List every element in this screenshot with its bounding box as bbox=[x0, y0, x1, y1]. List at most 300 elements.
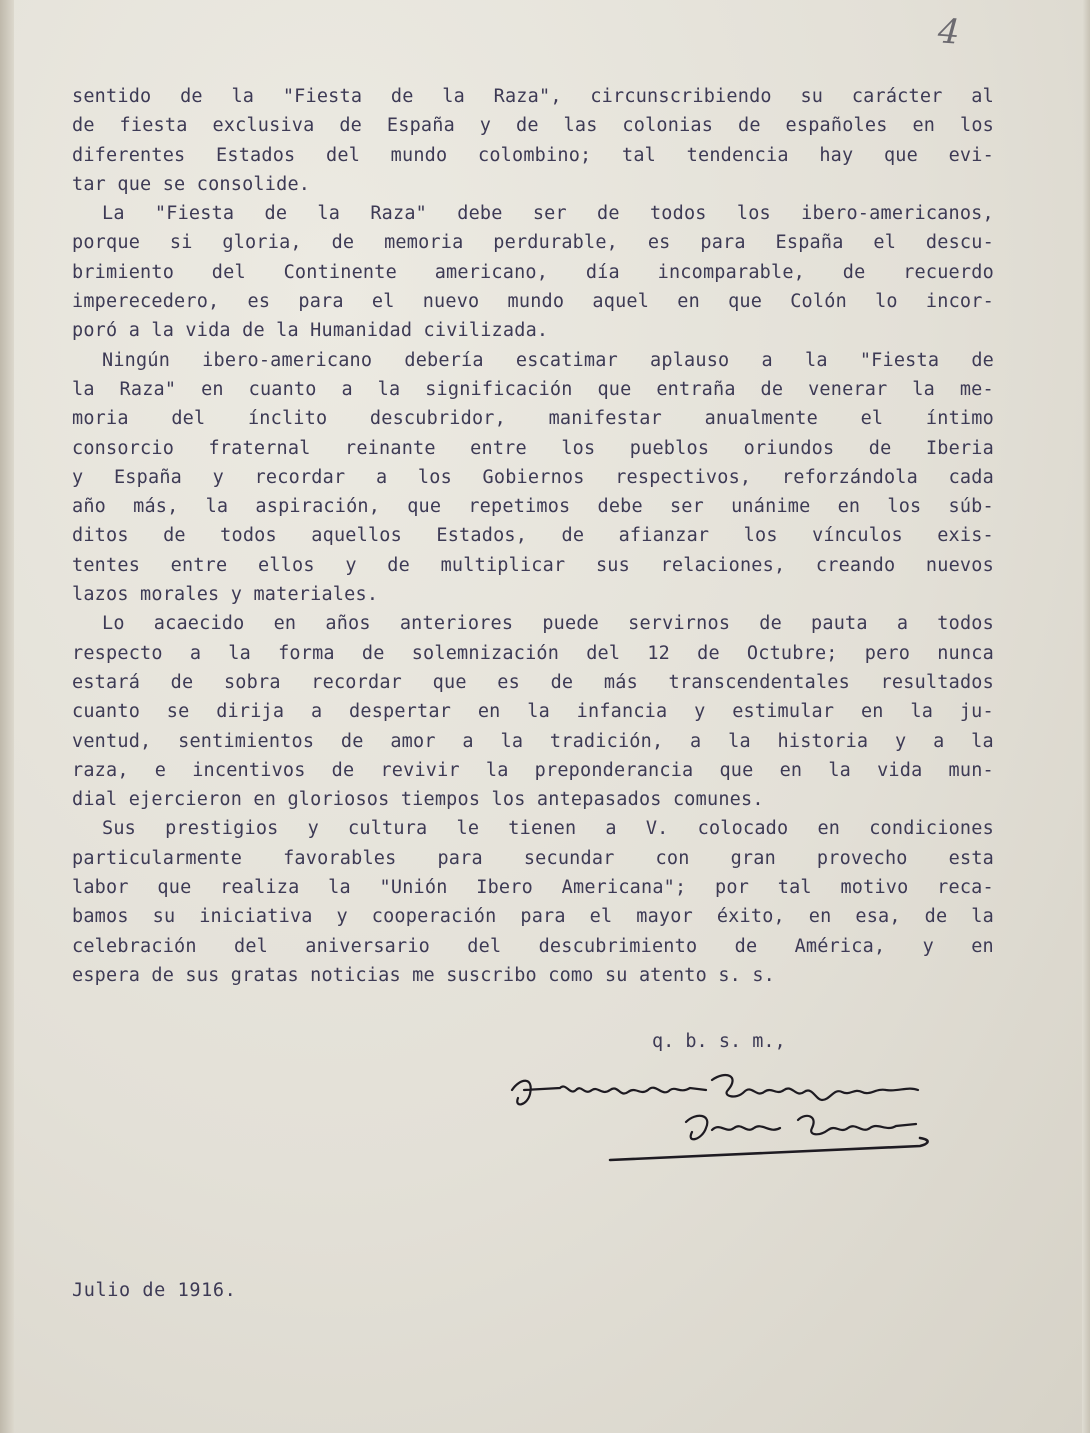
word: "Unión bbox=[379, 877, 448, 899]
word: de bbox=[264, 203, 288, 225]
word: estimular bbox=[732, 701, 835, 723]
word: fraternal bbox=[208, 437, 311, 459]
word: reca- bbox=[937, 877, 994, 899]
word: a bbox=[761, 349, 773, 371]
word: si bbox=[169, 232, 193, 254]
word: en bbox=[971, 935, 994, 957]
text-line bbox=[72, 141, 994, 170]
word: aspiración, bbox=[255, 496, 381, 518]
word: la bbox=[728, 730, 751, 752]
word: significación bbox=[425, 378, 573, 400]
word: de bbox=[180, 86, 203, 107]
word: a bbox=[341, 378, 353, 400]
word: a bbox=[605, 818, 617, 840]
word: materiales. bbox=[253, 584, 379, 606]
text-line bbox=[72, 961, 994, 990]
word: Lo bbox=[102, 613, 125, 635]
word: pauta bbox=[811, 613, 868, 635]
word: tradición, bbox=[549, 730, 664, 752]
word: tal bbox=[622, 144, 657, 166]
word: del bbox=[211, 261, 246, 283]
word: todos bbox=[937, 613, 994, 635]
word: gran bbox=[730, 847, 776, 869]
word: cooperación bbox=[371, 906, 497, 928]
word: su bbox=[800, 86, 824, 107]
word: lazos bbox=[72, 584, 141, 606]
word: preponderancia bbox=[534, 759, 694, 781]
word: todos bbox=[649, 203, 707, 225]
word: "Fiesta bbox=[282, 86, 363, 107]
word: ejercieron bbox=[128, 789, 254, 811]
word: la bbox=[72, 378, 95, 400]
word: descubrimiento bbox=[538, 935, 698, 957]
word: amor bbox=[390, 730, 436, 752]
word: del bbox=[467, 935, 502, 957]
word: recordar bbox=[311, 671, 403, 693]
word: de bbox=[515, 115, 539, 137]
text-line bbox=[72, 697, 994, 726]
word: comunes. bbox=[672, 789, 764, 811]
word: nuevo bbox=[422, 291, 480, 313]
text-line bbox=[72, 609, 994, 638]
word: para bbox=[520, 906, 566, 928]
word: a bbox=[896, 613, 909, 635]
word: recordar bbox=[254, 466, 346, 488]
word: gratas bbox=[230, 964, 311, 986]
word: de bbox=[151, 964, 186, 986]
word: de bbox=[339, 115, 363, 137]
word: de bbox=[924, 906, 948, 928]
word: que bbox=[883, 144, 918, 166]
word: en bbox=[779, 759, 803, 781]
word: el bbox=[860, 408, 884, 430]
word: despertar bbox=[349, 701, 452, 723]
word: y bbox=[212, 466, 224, 488]
word: España bbox=[775, 232, 844, 254]
word: en bbox=[860, 701, 884, 723]
word: exclusiva bbox=[212, 115, 315, 137]
word: el bbox=[873, 232, 897, 254]
word: hay bbox=[819, 144, 854, 166]
word: descubridor, bbox=[369, 408, 506, 430]
word: imperecedero, bbox=[72, 291, 220, 313]
word: s. bbox=[718, 964, 753, 986]
word: que bbox=[728, 291, 763, 313]
word: Sus bbox=[102, 818, 137, 840]
word: que bbox=[432, 671, 467, 693]
word: Colón bbox=[790, 291, 847, 313]
word: en bbox=[912, 115, 936, 137]
word: de bbox=[387, 554, 410, 576]
text-line bbox=[72, 727, 994, 756]
word: me- bbox=[959, 378, 994, 400]
word: que bbox=[719, 759, 754, 781]
word: creando bbox=[815, 554, 896, 576]
word: porque bbox=[72, 232, 141, 254]
word: la bbox=[205, 496, 229, 518]
word: debe bbox=[457, 203, 503, 225]
word: de bbox=[331, 232, 355, 254]
word: afianzar bbox=[618, 525, 710, 547]
word: nunca bbox=[937, 642, 994, 664]
word: la bbox=[805, 349, 828, 371]
word: cuanto bbox=[248, 378, 317, 400]
word: tienen bbox=[508, 818, 577, 840]
text-line bbox=[72, 668, 994, 697]
word: la bbox=[231, 86, 255, 107]
word: espera bbox=[72, 964, 152, 986]
word: su bbox=[604, 964, 639, 986]
word: más bbox=[603, 671, 638, 693]
word: de bbox=[170, 671, 194, 693]
word: oriundos bbox=[743, 437, 835, 459]
word: ellos bbox=[257, 554, 315, 576]
word: su bbox=[152, 906, 176, 928]
word: como bbox=[548, 964, 605, 986]
word: revivir bbox=[380, 759, 460, 781]
word: los bbox=[491, 789, 537, 811]
word: de bbox=[697, 642, 720, 664]
word: respectivos, bbox=[615, 466, 752, 488]
word: cada bbox=[948, 466, 994, 488]
text-line bbox=[72, 111, 994, 140]
word: americano, bbox=[434, 261, 549, 283]
word: suscribo bbox=[446, 964, 549, 986]
word: Raza", bbox=[493, 86, 562, 107]
text-line bbox=[72, 287, 994, 316]
word: historia bbox=[777, 730, 869, 752]
word: a bbox=[933, 730, 945, 752]
word: aplauso bbox=[650, 349, 730, 371]
word: mun- bbox=[948, 759, 994, 781]
word: de bbox=[760, 378, 784, 400]
word: exis- bbox=[937, 525, 994, 547]
word: ibero-americano bbox=[202, 349, 373, 371]
word: íntimo bbox=[925, 408, 994, 430]
word: mundo bbox=[507, 291, 565, 313]
word: respecto bbox=[72, 642, 163, 664]
word: transcendentales bbox=[668, 671, 850, 693]
word: de bbox=[971, 349, 994, 371]
word: de bbox=[163, 525, 186, 547]
word: y bbox=[72, 466, 84, 488]
word: aniversario bbox=[305, 935, 431, 957]
word: tiempos bbox=[400, 789, 492, 811]
word: incentivos bbox=[192, 759, 306, 781]
word: ser bbox=[669, 496, 704, 518]
word: sus bbox=[185, 964, 231, 986]
word: dirija bbox=[216, 701, 285, 723]
word: en bbox=[817, 818, 841, 840]
word: que bbox=[157, 877, 192, 899]
word: de bbox=[242, 320, 277, 342]
text-line bbox=[72, 170, 994, 199]
word: para bbox=[700, 232, 746, 254]
word: la bbox=[971, 906, 994, 928]
word: a bbox=[128, 320, 152, 342]
word: a bbox=[375, 466, 388, 488]
word: que bbox=[407, 496, 442, 518]
word: pero bbox=[864, 642, 911, 664]
word: Americana"; bbox=[561, 877, 687, 899]
word: en bbox=[677, 291, 700, 313]
word: s. bbox=[752, 964, 776, 986]
text-line bbox=[72, 228, 994, 257]
text-line bbox=[72, 258, 994, 287]
word: en bbox=[808, 906, 832, 928]
word: mayor bbox=[636, 906, 693, 928]
word: de bbox=[597, 203, 620, 225]
word: año bbox=[72, 496, 107, 518]
word: día bbox=[585, 261, 620, 283]
word: La bbox=[102, 203, 125, 225]
word: aquel bbox=[592, 291, 650, 313]
word: debe bbox=[597, 496, 643, 518]
word: y bbox=[922, 935, 934, 957]
text-line bbox=[72, 551, 994, 580]
word: venerar bbox=[808, 378, 888, 400]
handwritten-signature bbox=[500, 1060, 940, 1170]
word: consorcio bbox=[72, 437, 175, 459]
word: ínclito bbox=[247, 408, 328, 430]
page-number: 4 bbox=[936, 11, 962, 53]
word: a bbox=[690, 730, 702, 752]
word: labor bbox=[72, 877, 129, 899]
word: en bbox=[253, 789, 288, 811]
letter-body bbox=[72, 82, 994, 990]
word: gloria, bbox=[222, 232, 302, 254]
word: sus bbox=[595, 554, 630, 576]
word: civilizada. bbox=[423, 320, 549, 342]
word: incomparable, bbox=[657, 261, 806, 283]
word: con bbox=[655, 847, 690, 869]
word: tendencia bbox=[686, 144, 789, 166]
word: pueblos bbox=[629, 437, 710, 459]
text-line bbox=[72, 463, 994, 492]
word: ju- bbox=[959, 701, 994, 723]
word: colombino; bbox=[477, 144, 592, 166]
word: iniciativa bbox=[199, 906, 313, 928]
word: la bbox=[377, 378, 401, 400]
word: mundo bbox=[390, 144, 448, 166]
word: favorables bbox=[283, 847, 397, 869]
word: la bbox=[276, 320, 311, 342]
word: circunscribiendo bbox=[590, 86, 772, 107]
word: debería bbox=[404, 349, 484, 371]
word: prestigios bbox=[165, 818, 279, 840]
word: de bbox=[737, 115, 761, 137]
word: de bbox=[842, 261, 866, 283]
word: particularmente bbox=[72, 847, 243, 869]
word: la bbox=[317, 203, 341, 225]
word: y bbox=[336, 906, 348, 928]
text-line bbox=[72, 785, 994, 814]
word: aquellos bbox=[311, 525, 402, 547]
word: Iberia bbox=[925, 437, 994, 459]
word: años bbox=[325, 613, 371, 635]
word: y bbox=[230, 584, 254, 606]
word: incor- bbox=[925, 291, 994, 313]
word: la bbox=[910, 701, 934, 723]
word: colocado bbox=[697, 818, 789, 840]
word: anteriores bbox=[399, 613, 514, 635]
paper-right-edge bbox=[1082, 0, 1090, 1433]
word: y bbox=[694, 701, 706, 723]
word: la bbox=[527, 701, 550, 723]
word: a bbox=[310, 701, 323, 723]
word: condiciones bbox=[869, 818, 994, 840]
word: memoria bbox=[384, 232, 464, 254]
word: Continente bbox=[283, 261, 397, 283]
word: V. bbox=[645, 818, 669, 840]
word: raza, bbox=[72, 759, 129, 781]
word: del bbox=[171, 408, 206, 430]
word: celebración bbox=[72, 935, 197, 957]
word: Humanidad bbox=[310, 320, 424, 342]
word: infancia bbox=[576, 701, 668, 723]
word: del bbox=[234, 935, 269, 957]
word: evi- bbox=[948, 144, 994, 166]
word: los bbox=[959, 115, 994, 137]
word: por bbox=[715, 877, 750, 899]
word: le bbox=[456, 818, 480, 840]
word: brimiento bbox=[72, 261, 175, 283]
word: y bbox=[479, 115, 492, 137]
word: Raza" bbox=[370, 203, 428, 225]
word: entre bbox=[470, 437, 527, 459]
word: atento bbox=[638, 964, 719, 986]
text-line bbox=[72, 756, 994, 785]
word: Ibero bbox=[476, 877, 533, 899]
word: morales bbox=[140, 584, 231, 606]
text-line bbox=[72, 316, 994, 345]
word: súb- bbox=[948, 496, 994, 518]
word: los bbox=[736, 203, 771, 225]
word: tentes bbox=[72, 554, 141, 576]
word: se bbox=[166, 701, 190, 723]
word: las bbox=[563, 115, 598, 137]
word: perdurable, bbox=[493, 232, 619, 254]
word: cultura bbox=[348, 818, 428, 840]
word: la bbox=[971, 730, 994, 752]
word: Estados, bbox=[436, 525, 528, 547]
word: anualmente bbox=[704, 408, 818, 430]
word: a bbox=[462, 730, 474, 752]
word: en bbox=[837, 496, 861, 518]
text-line bbox=[72, 492, 994, 521]
letter-date: Julio de 1916. bbox=[72, 1280, 237, 1301]
closing-formula: q. b. s. m., bbox=[652, 1031, 786, 1052]
word: lo bbox=[875, 291, 898, 313]
word: los bbox=[417, 466, 452, 488]
text-line bbox=[72, 404, 994, 433]
word: noticias bbox=[310, 964, 413, 986]
word: puede bbox=[542, 613, 600, 635]
word: tar bbox=[72, 173, 118, 195]
word: e bbox=[154, 759, 167, 781]
word: el bbox=[371, 291, 395, 313]
word: que bbox=[117, 173, 163, 195]
text-line bbox=[72, 844, 994, 873]
word: vínculos bbox=[812, 525, 903, 547]
word: ibero-americanos, bbox=[801, 203, 994, 225]
word: Estados bbox=[216, 144, 296, 166]
word: en bbox=[201, 378, 224, 400]
word: vida bbox=[185, 320, 243, 342]
word: tal bbox=[777, 877, 812, 899]
word: entraña bbox=[656, 378, 736, 400]
word: cuanto bbox=[72, 701, 141, 723]
word: la bbox=[328, 877, 351, 899]
word: es bbox=[647, 232, 671, 254]
word: los bbox=[561, 437, 596, 459]
word: diferentes bbox=[72, 144, 186, 166]
word: manifestar bbox=[548, 408, 662, 430]
word: la bbox=[828, 759, 852, 781]
word: realiza bbox=[220, 877, 300, 899]
word: la bbox=[500, 730, 524, 752]
word: ser bbox=[532, 203, 567, 225]
word: unánime bbox=[731, 496, 811, 518]
word: es bbox=[247, 291, 271, 313]
word: de bbox=[734, 935, 758, 957]
text-line bbox=[72, 873, 994, 902]
word: que bbox=[597, 378, 632, 400]
word: me bbox=[412, 964, 447, 986]
word: y bbox=[307, 818, 319, 840]
text-line bbox=[72, 199, 994, 228]
word: relaciones, bbox=[660, 554, 786, 576]
word: todos bbox=[220, 525, 277, 547]
word: para bbox=[437, 847, 483, 869]
word: secundar bbox=[523, 847, 615, 869]
text-line bbox=[72, 434, 994, 463]
word: ditos bbox=[72, 525, 129, 547]
word: consolide. bbox=[196, 173, 311, 195]
word: españoles bbox=[785, 115, 888, 137]
word: España bbox=[113, 466, 182, 488]
word: poró bbox=[72, 320, 129, 342]
word: "Fiesta bbox=[859, 349, 940, 371]
word: en bbox=[273, 613, 297, 635]
word: Ningún bbox=[102, 349, 171, 371]
word: estará bbox=[72, 671, 141, 693]
word: acaecido bbox=[153, 613, 245, 635]
word: esta bbox=[948, 847, 994, 869]
word: los bbox=[743, 525, 778, 547]
word: solemnización bbox=[411, 642, 560, 664]
word: la bbox=[912, 378, 935, 400]
word: la bbox=[228, 642, 251, 664]
word: la bbox=[485, 759, 509, 781]
word: multiplicar bbox=[440, 554, 566, 576]
word: para bbox=[298, 291, 344, 313]
word: España bbox=[386, 115, 455, 137]
word: del bbox=[326, 144, 361, 166]
text-line bbox=[72, 580, 994, 609]
text-line bbox=[72, 82, 994, 111]
word: la bbox=[442, 86, 465, 107]
word: Gobiernos bbox=[482, 466, 585, 488]
text-line bbox=[72, 902, 994, 931]
word: 12 bbox=[647, 642, 671, 664]
word: del bbox=[586, 642, 621, 664]
word: y bbox=[345, 554, 357, 576]
word: gloriosos bbox=[287, 789, 401, 811]
word: colonias bbox=[622, 115, 714, 137]
word: repetimos bbox=[468, 496, 571, 518]
word: el bbox=[589, 906, 613, 928]
